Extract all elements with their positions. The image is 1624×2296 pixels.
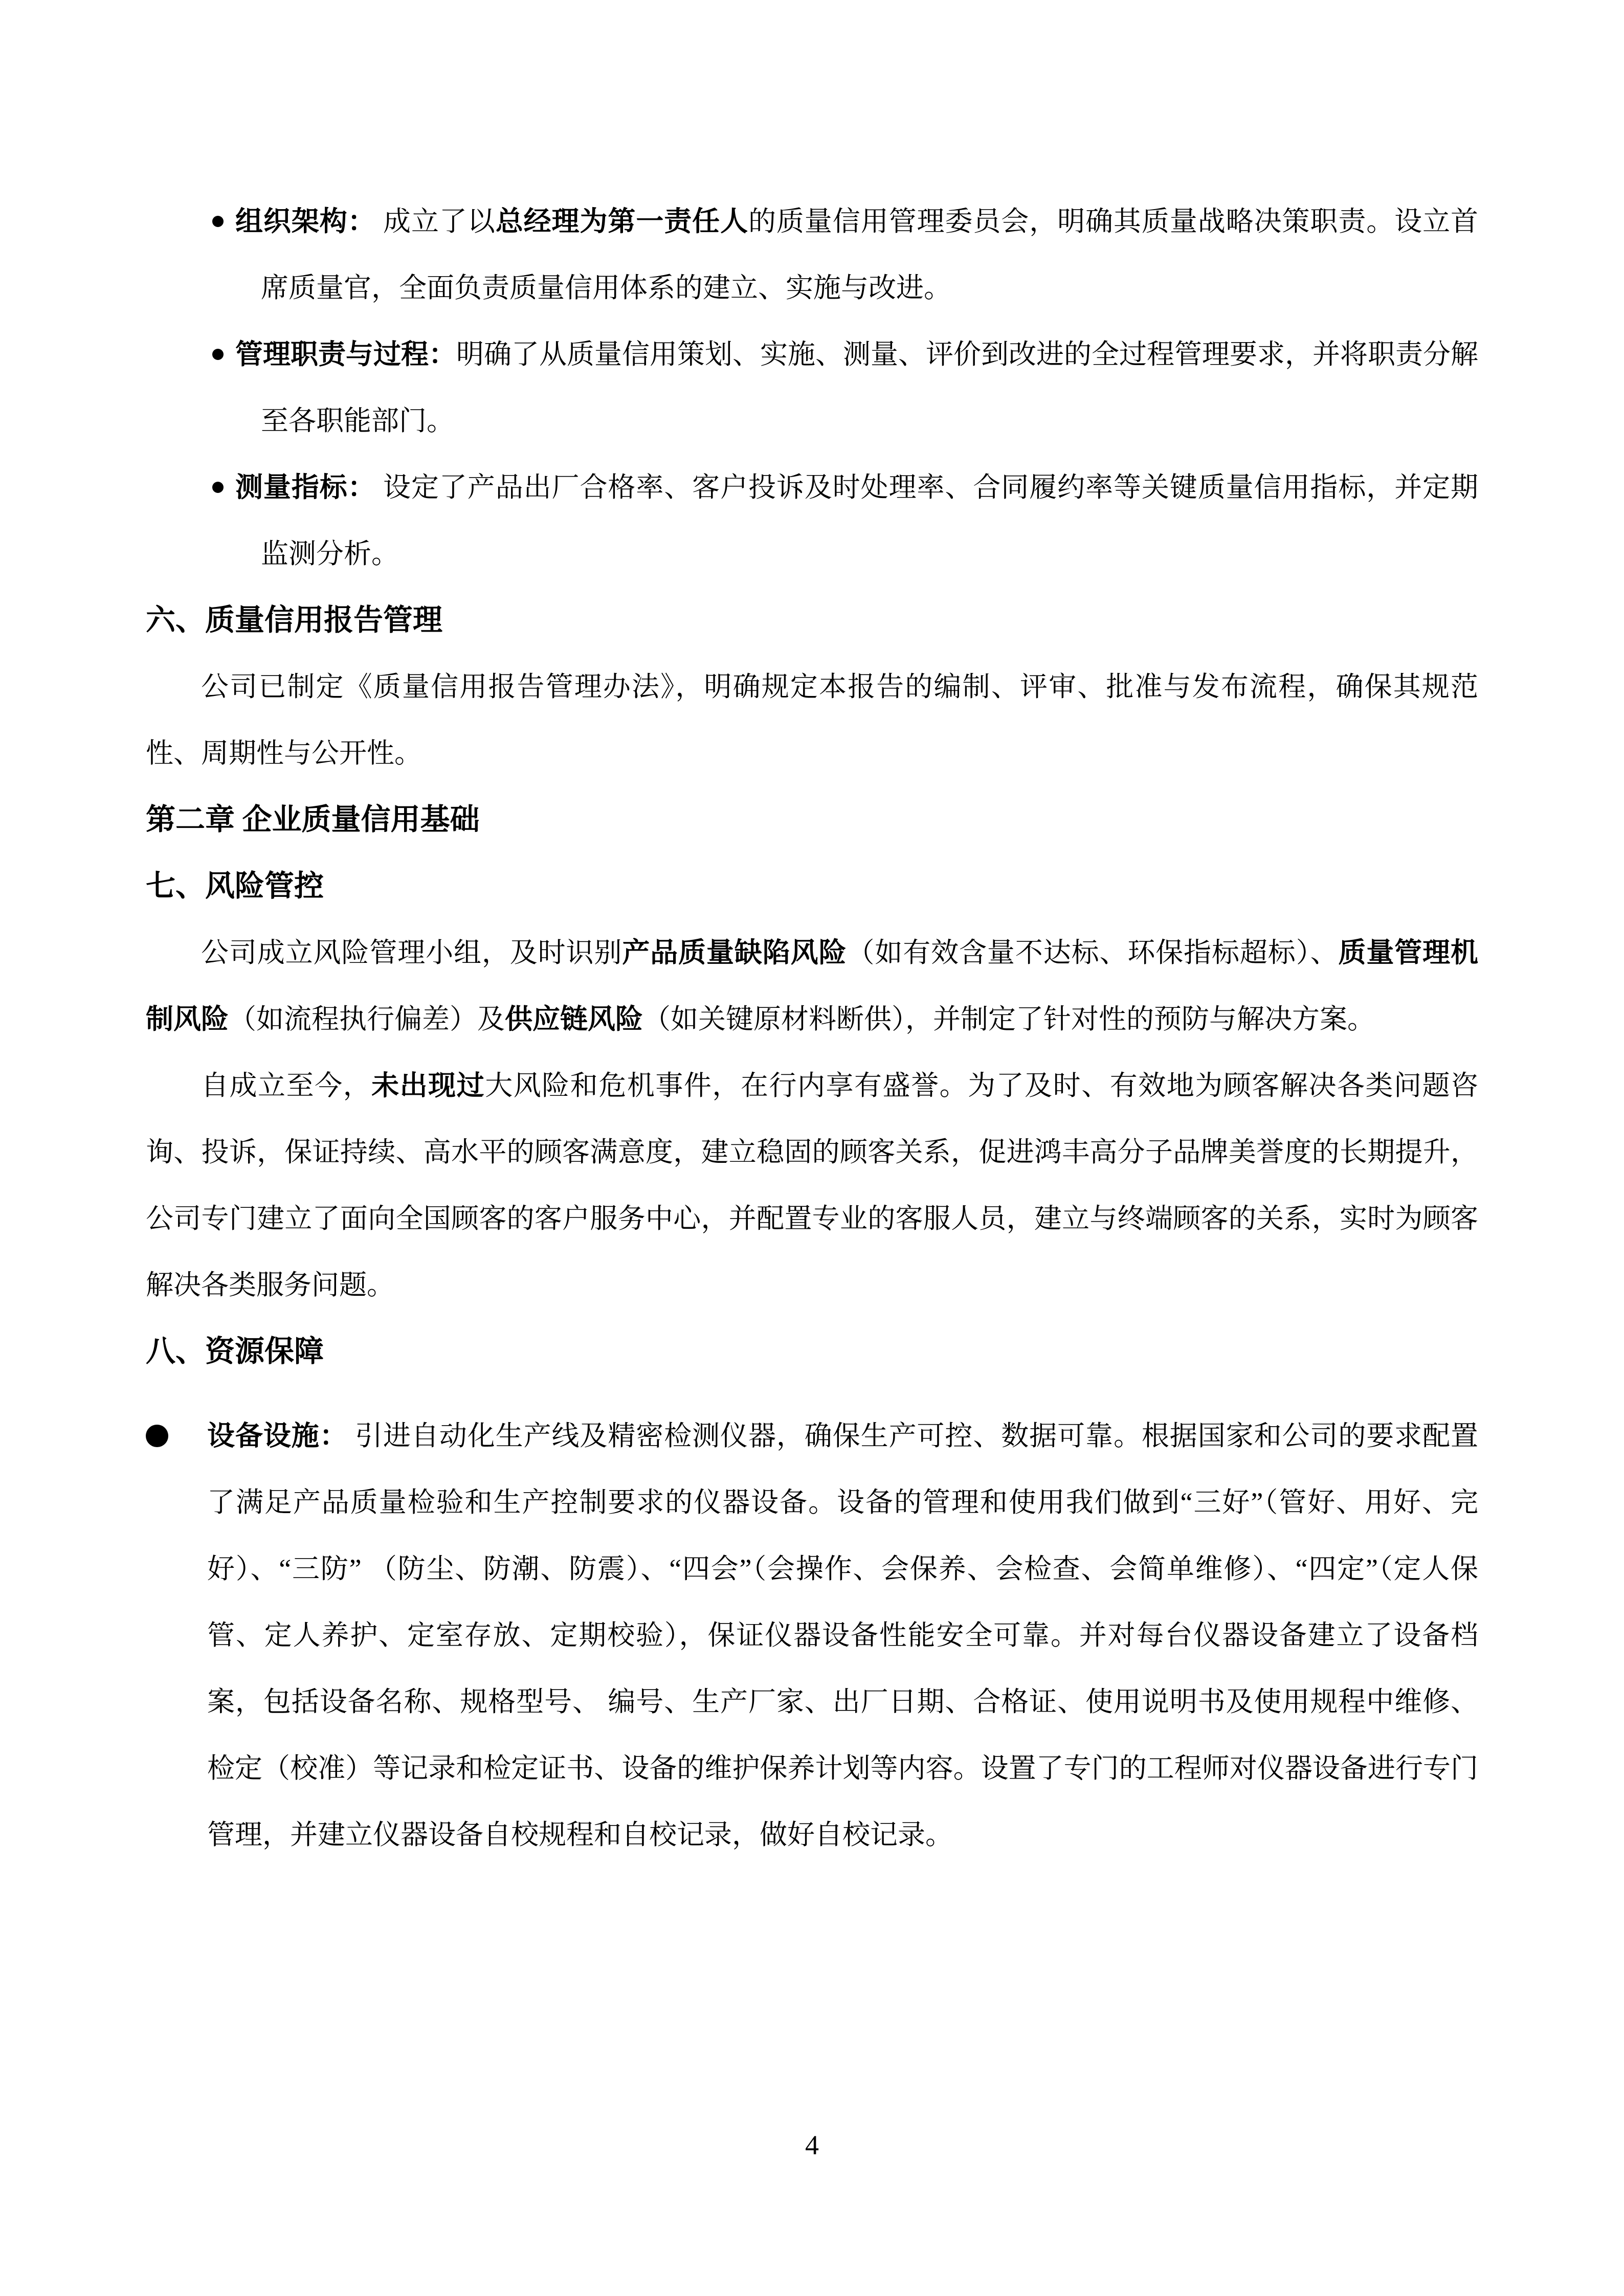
text-run: 测量指标： xyxy=(235,472,376,503)
page-number: 4 xyxy=(805,2130,819,2160)
chapter-heading: 第二章 企业质量信用基础 xyxy=(146,803,480,836)
text-run: 组织架构： xyxy=(235,206,376,237)
text-run: 公司成立风险管理小组，及时识别 xyxy=(201,937,622,968)
text-run: （如关键原材料断供），并制定了针对性的预防与解决方案。 xyxy=(643,1004,1375,1034)
text-run: 的质量信用管理委员会，明确其质量战略决策职责。设立首席质量官，全面负责质量信用体系的建立、实施与改进。 xyxy=(261,206,1479,303)
text-run: 产品质量缺陷风险 xyxy=(622,937,847,968)
text-run: 未出现过 xyxy=(371,1070,485,1101)
bullet-dot-icon xyxy=(212,482,224,493)
paragraph xyxy=(146,919,1478,1052)
paragraph xyxy=(146,654,1478,786)
section-heading: 六、质量信用报告管理 xyxy=(146,603,443,637)
text-run: 公司已制定《质量信用报告管理办法》，明确规定本报告的编制、评审、批准与发布流程，确保其规范性、周期性与公开性。 xyxy=(146,671,1478,769)
text-run: 大风险和危机事件，在行内享有盛誉。为了及时、有效地为顾客解决各类问题咨询、投诉，保证持续、高水平的顾客满意度，建立稳固的顾客关系，促进鸿丰高分子品牌美誉度的长期提升，公司专门建立了面向全国顾客的客户服务中心，并配置专业的客服人员，建立与终端顾客的关系，实时为顾客解决各类服务问题。 xyxy=(146,1070,1479,1300)
text-run: 质量管理机制风险 xyxy=(146,937,1479,1034)
text-run: 明确了从质量信用策划、实施、测量、评价到改进的全过程管理要求，并将职责分解至各职能部门。 xyxy=(261,339,1478,436)
list-item-text xyxy=(146,321,1478,454)
text-run: 管理职责与过程： xyxy=(235,339,456,370)
text-run: 设定了产品出厂合格率、客户投诉及时处理率、合同履约率等关键质量信用指标，并定期监测分析。 xyxy=(261,472,1479,569)
list-item-text xyxy=(146,454,1478,587)
page-content xyxy=(146,188,1478,1868)
list-item xyxy=(146,188,1478,321)
text-run: 引进自动化生产线及精密检测仪器，确保生产可控、数据可靠。根据国家和公司的要求配置了满足产品质量检验和生产控制要求的仪器设备。设备的管理和使用我们做到“三好”（管好、用好、完好）、“三防” （防尘、防潮、防震）、“四会”（会操作、会保养、会检查、会简单维修）、“四定”（定人保管、定人养护、定室存放、定期校验），保证仪器设备性能安全可靠。并对每台仪器设备建立了设备档案，包括设备名称、规格型号、 编号、生产厂家、出厂日期、合格证、使用说明书及使用规程中维修、检定（校准）等记录和检定证书、设备的维护保养计划等内容。设置了专门的工程师对仪器设备进行专门管理，并建立仪器设备自校规程和自校记录，做好自校记录。 xyxy=(207,1421,1479,1850)
disc-bullet-icon xyxy=(146,1425,168,1447)
list-item-text xyxy=(146,188,1478,321)
text-run: 设备设施： xyxy=(207,1421,348,1451)
section-heading: 七、风险管控 xyxy=(146,869,324,903)
text-run: 成立了以 xyxy=(375,206,496,237)
list-item xyxy=(146,454,1478,587)
text-run: （如有效含量不达标、环保指标超标）、 xyxy=(847,937,1339,968)
list-item-text xyxy=(146,1403,1478,1868)
list-item xyxy=(146,1403,1478,1868)
paragraph xyxy=(146,1052,1478,1318)
bullet-dot-icon xyxy=(212,349,224,360)
text-run: 自成立至今， xyxy=(201,1070,372,1101)
bullet-dot-icon xyxy=(212,216,224,227)
list-item xyxy=(146,321,1478,454)
section-heading: 八、资源保障 xyxy=(146,1335,324,1368)
text-run: 总经理为第一责任人 xyxy=(495,206,749,237)
text-run: 供应链风险 xyxy=(505,1004,643,1034)
text-run: （如流程执行偏差）及 xyxy=(229,1004,505,1034)
